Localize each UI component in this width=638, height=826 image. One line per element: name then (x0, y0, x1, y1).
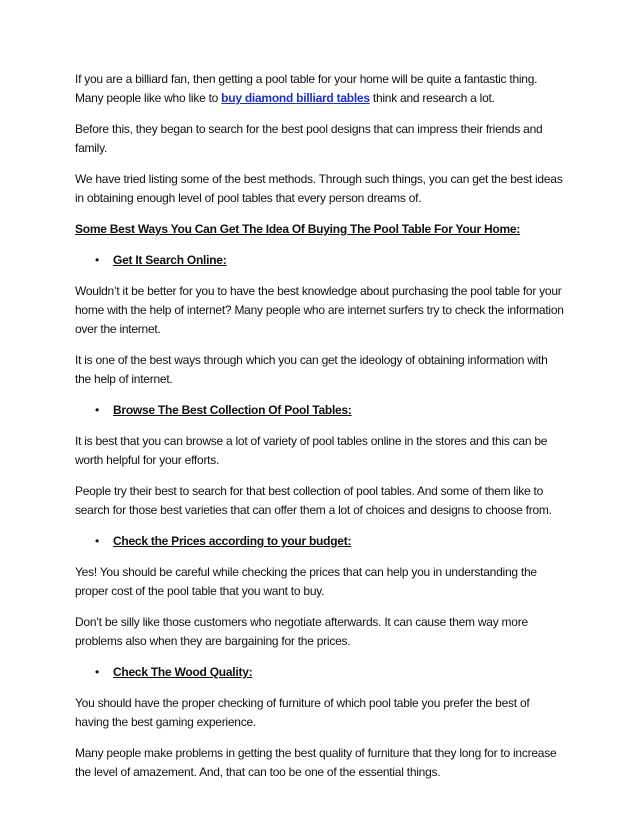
intro-text-before: If you are a billiard fan, then getting a pool table for your home will be quite a fantastic thing. Many people like who like to (75, 72, 538, 105)
bullet-item-check-prices (75, 532, 565, 551)
bullet-icon: • (95, 403, 99, 417)
bullet-item-wood-quality (75, 663, 565, 682)
section-4-paragraph-2: Many people make problems in getting the best quality of furniture that they long for to increase the level of amazement. And, that can too be one of the essential things. (75, 746, 557, 779)
paragraph-3: We have tried listing some of the best methods. Through such things, you can get the best ideas in obtaining enough level of pool tables that every person dreams of. (75, 172, 563, 205)
buy-diamond-billiard-tables-link[interactable]: buy diamond billiard tables (221, 91, 370, 105)
section-2-paragraph-1: It is best that you can browse a lot of variety of pool tables online in the stores and this can be worth helpful for your efforts. (75, 434, 548, 467)
intro-paragraph (75, 70, 565, 108)
bullet-item-search-online (75, 251, 565, 270)
section-4-paragraph-1: You should have the proper checking of furniture of which pool table you prefer the best of having the best gaming experience. (75, 696, 530, 729)
bullet-icon: • (95, 534, 99, 548)
bullet-item-browse-collection (75, 401, 565, 420)
bullet-label: Check the Prices according to your budget: (113, 534, 352, 548)
intro-text-after: think and research a lot. (369, 91, 495, 105)
section-3-paragraph-2: Don’t be silly like those customers who negotiate afterwards. It can cause them way more problems also when they are bargaining for the prices. (75, 615, 528, 648)
bullet-label: Check The Wood Quality: (113, 665, 253, 679)
section-2-paragraph-2: People try their best to search for that best collection of pool tables. And some of them like to search for those best varieties that can offer them a lot of choices and designs to choose from. (75, 484, 552, 517)
section-3-paragraph-1: Yes! You should be careful while checking the prices that can help you in understanding the proper cost of the pool table that you want to buy. (75, 565, 537, 598)
bullet-label: Browse The Best Collection Of Pool Tables: (113, 403, 352, 417)
bullet-label: Get It Search Online: (113, 253, 227, 267)
bullet-icon: • (95, 253, 99, 267)
paragraph-2: Before this, they began to search for the best pool designs that can impress their friends and family. (75, 122, 543, 155)
bullet-icon: • (95, 665, 99, 679)
document-page (75, 70, 565, 794)
section-1-paragraph-2: It is one of the best ways through which you can get the ideology of obtaining information with the help of internet. (75, 353, 548, 386)
section-1-paragraph-1: Wouldn’t it be better for you to have the best knowledge about purchasing the pool table for your home with the help of internet? Many people who are internet surfers try to check the information over the internet. (75, 284, 564, 336)
section-heading: Some Best Ways You Can Get The Idea Of Buying The Pool Table For Your Home: (75, 222, 521, 236)
